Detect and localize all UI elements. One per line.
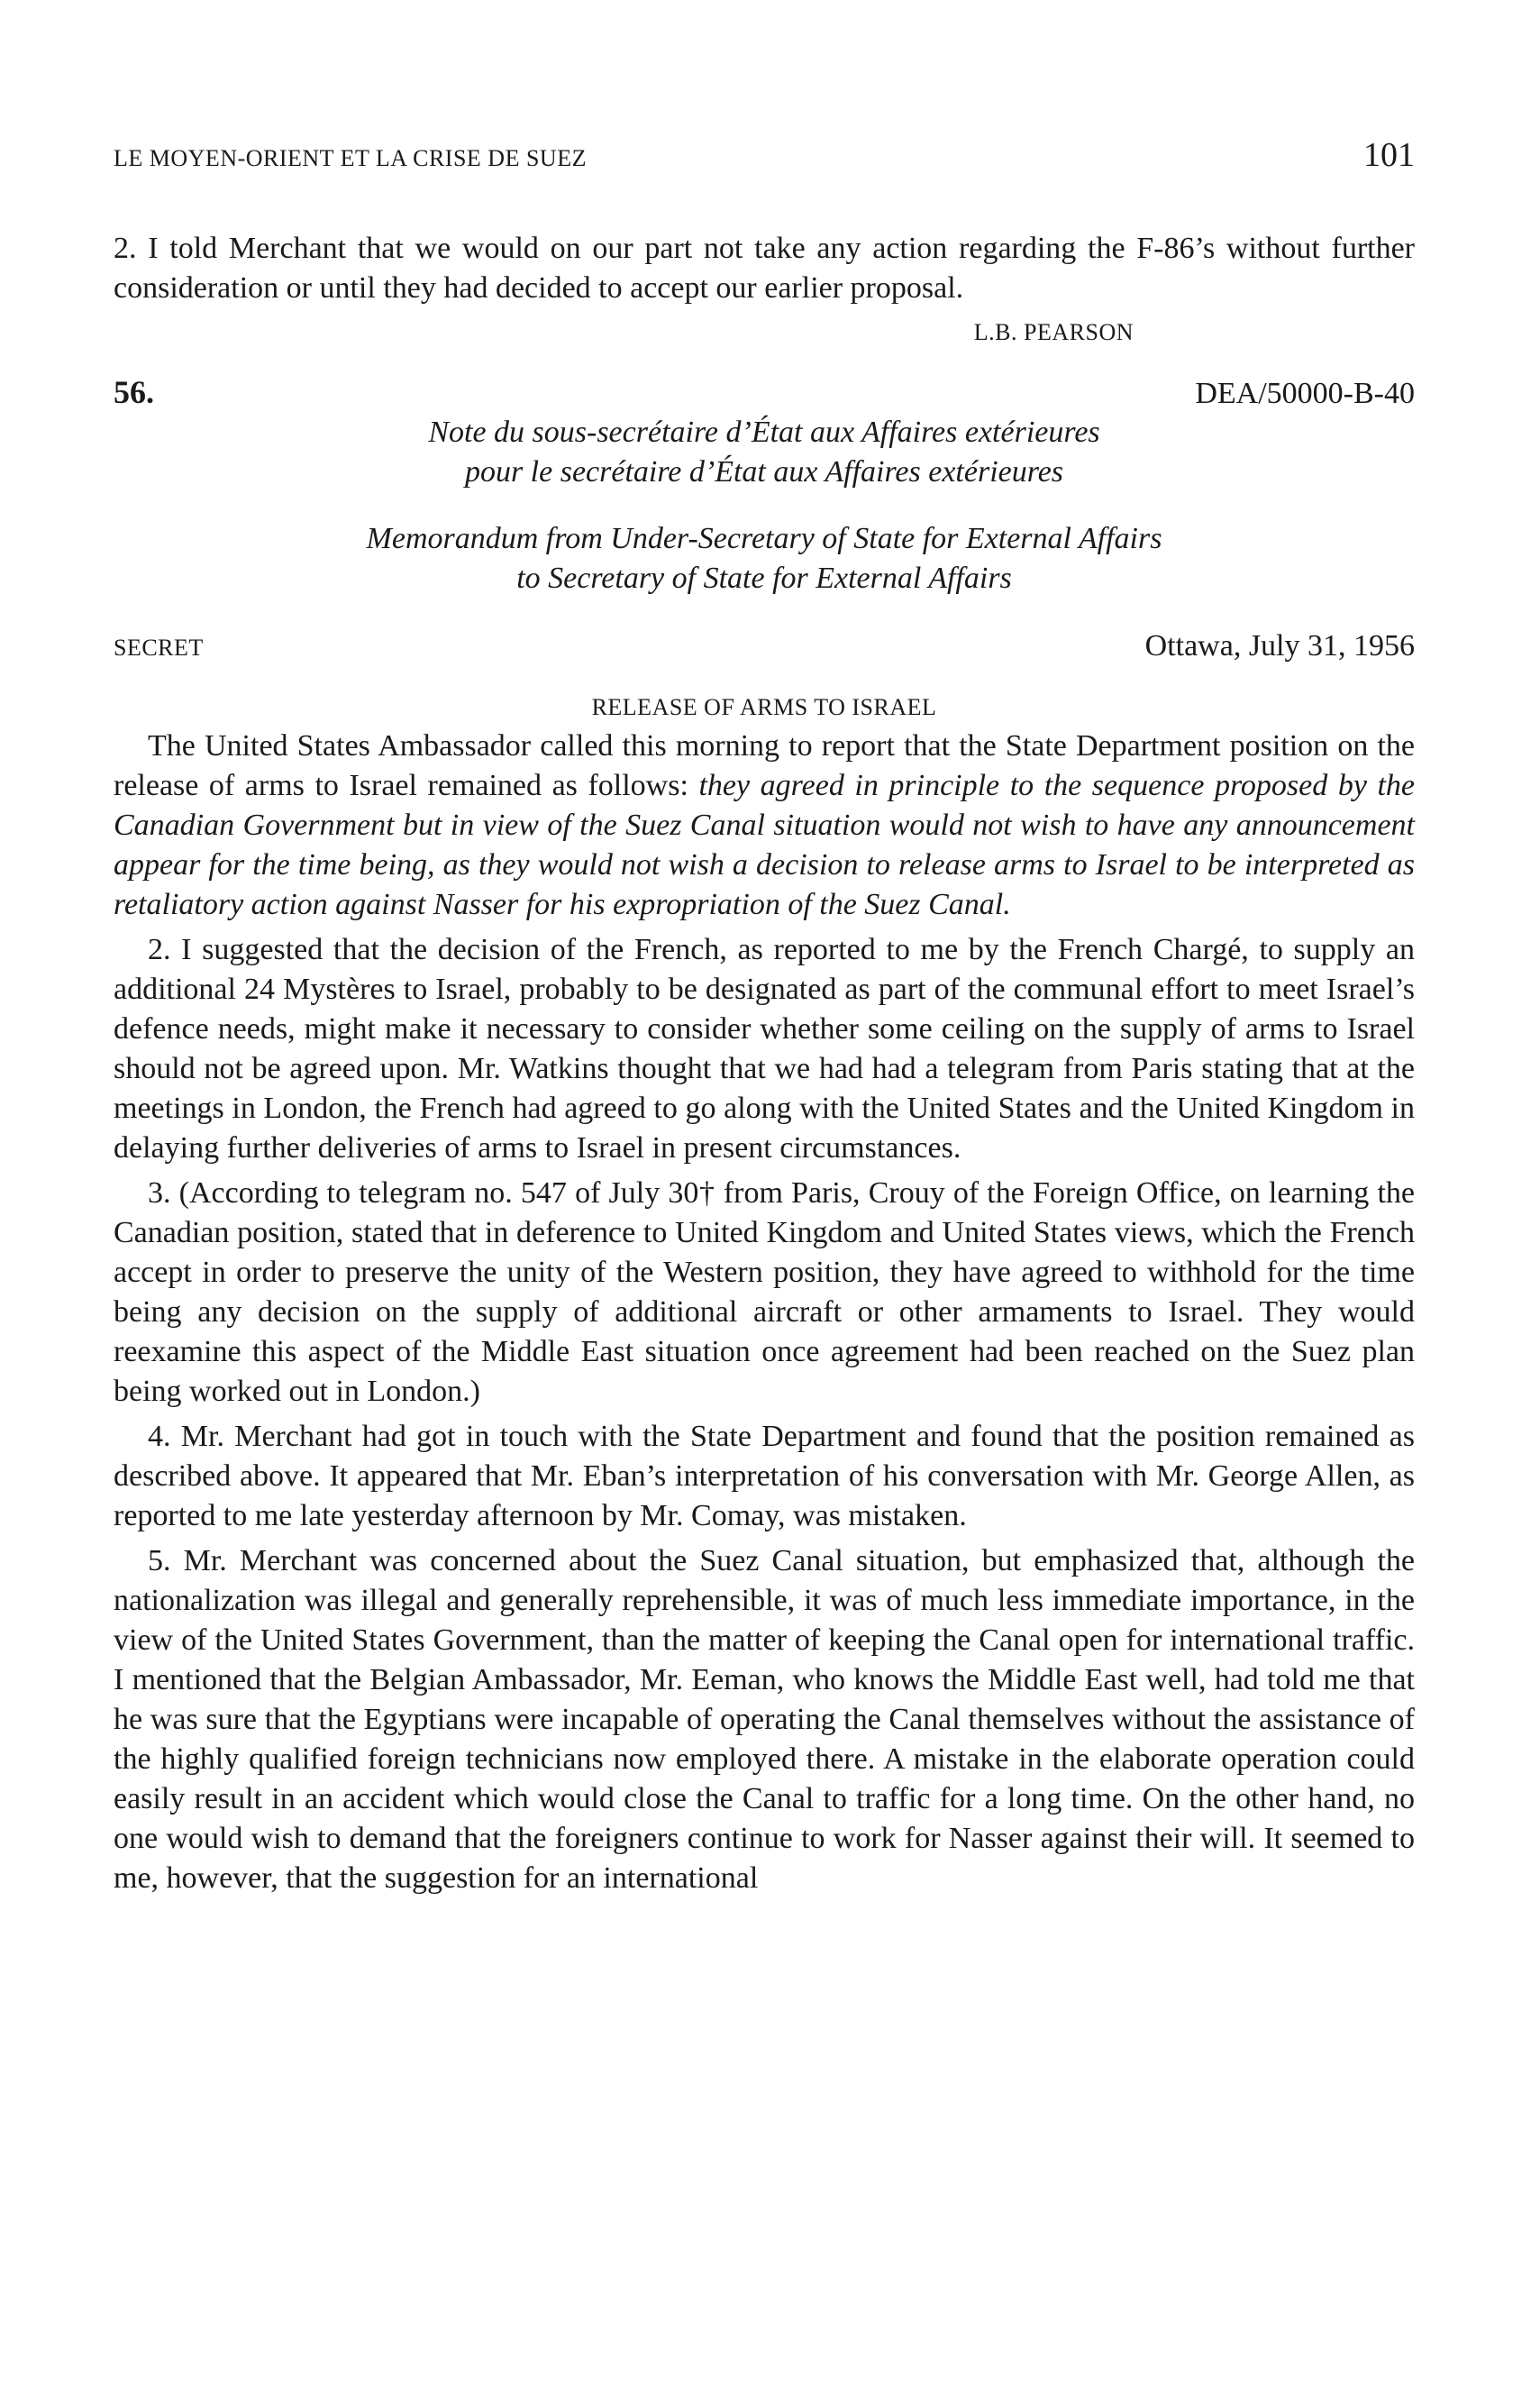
page-number: 101 (1363, 136, 1415, 174)
place-date: Ottawa, July 31, 1956 (1144, 629, 1415, 663)
classification-date-row (114, 629, 1415, 663)
previous-document-paragraph: 2. I told Merchant that we would on our part not take any action regarding the F-86’s without further consideration or until they had decided to accept our earlier proposal. (114, 232, 1415, 305)
file-reference: DEA/50000-B-40 (1195, 377, 1415, 410)
document-page (114, 135, 1415, 1898)
heading-fr-line2: pour le secrétaire d’État aux Affaires extérieures (464, 455, 1064, 489)
heading-en-line2: to Secretary of State for External Affairs (516, 562, 1012, 595)
document-headings (114, 413, 1415, 599)
document-title: RELEASE OF ARMS TO ISRAEL (591, 694, 937, 720)
document-number-row (114, 373, 1415, 411)
paragraph-1 (114, 727, 1415, 925)
paragraph-1-quote: they agreed in principle to the sequence proposed by the Canadian Government but in view of the Suez Canal situation would not wish to have any announcement appear for the time being, as they would not wish a decision to release arms to Israel to be interpreted as retaliatory action against Nasser for his expropriation of the Suez Canal. (114, 769, 1416, 921)
heading-en-line1: Memorandum from Under-Secretary of State for External Affairs (366, 522, 1162, 555)
document-number: 56. (114, 374, 154, 410)
running-title: LE MOYEN-ORIENT ET LA CRISE DE SUEZ (114, 145, 587, 171)
paragraph-3: 3. (According to telegram no. 547 of July 30† from Paris, Crouy of the Foreign Office, on learning the Canadian position, stated that in deference to United Kingdom and United States views, which the French accept in order to preserve the unity of the Western position, they have agreed to withhold for the time being any decision on the supply of additional aircraft or other armaments to Israel. They would reexamine this aspect of the Middle East situation once agreement had been reached on the Suez plan being worked out in London.) (114, 1176, 1415, 1408)
paragraph-1-lead: The United States Ambassador called this morning to report that the State Department position on the release of arms to Israel remained as follows: (114, 729, 1415, 802)
paragraph-2: 2. I suggested that the decision of the French, as reported to me by the French Chargé, to supply an additional 24 Mystères to Israel, probably to be designated as part of the communal effort to meet Israel’s defence needs, might make it necessary to consider whether some ceiling on the supply of arms to Israel should not be agreed upon. Mr. Watkins thought that we had had a telegram from Paris stating that at the meetings in London, the French had agreed to go along with the United States and the United Kingdom in delaying further deliveries of arms to Israel in present circumstances. (114, 933, 1415, 1165)
signature: L.B. PEARSON (973, 319, 1134, 345)
running-head (114, 135, 1415, 175)
paragraph-5: 5. Mr. Merchant was concerned about the Suez Canal situation, but emphasized that, although the nationalization was illegal and generally reprehensible, it was of much less immediate importance, in the view of the United States Government, than the matter of keeping the Canal open for international traffic. I mentioned that the Belgian Ambassador, Mr. Eeman, who knows the Middle East well, had told me that he was sure that the Egyptians were incapable of operating the Canal themselves without the assistance of the highly qualified foreign technicians now employed there. A mistake in the elaborate operation could easily result in an accident which would close the Canal to traffic for a long time. On the other hand, no one would wish to demand that the foreigners continue to work for Nasser against their will. It seemed to me, however, that the suggestion for an international (114, 1544, 1415, 1895)
paragraph-4: 4. Mr. Merchant had got in touch with the State Department and found that the position remained as described above. It appeared that Mr. Eban’s interpretation of his conversation with Mr. George Allen, as reported to me late yesterday afternoon by Mr. Comay, was mistaken. (114, 1420, 1415, 1532)
heading-fr-line1: Note du sous-secrétaire d’État aux Affaires extérieures (428, 416, 1100, 449)
classification: SECRET (114, 635, 204, 661)
